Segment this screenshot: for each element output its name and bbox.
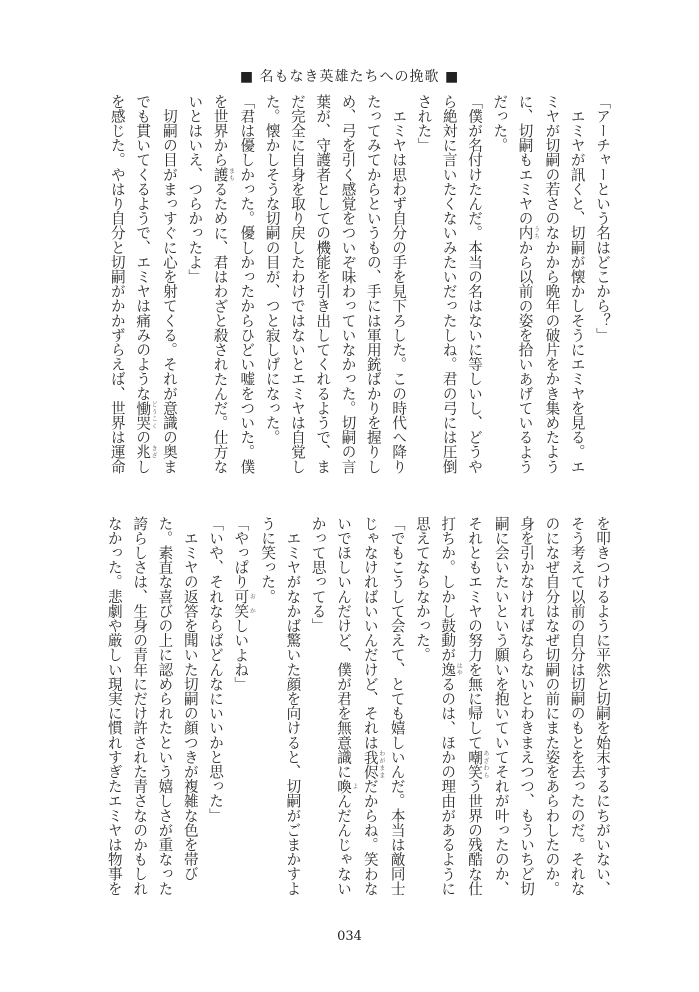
text-segment: のになぜ自分はなぜ切嗣の前にまた姿をあらわしたのか。 xyxy=(543,516,561,896)
text-segment: んだんじゃない xyxy=(335,793,353,896)
ruby-text: 兆 きざ xyxy=(134,444,158,460)
text-segment: でも貫いてくるようで、エミヤは痛みのような xyxy=(134,94,152,401)
text-segment: を感じた。やはり自分と切嗣がかかずらえば、世界は運命 xyxy=(108,94,126,474)
text-segment: た。素直な喜びの上に認められたという嬉しさが重なった xyxy=(156,516,174,896)
ruby-annotation: あざわら xyxy=(482,749,490,779)
ruby-text: 逸 はや xyxy=(439,662,463,677)
text-segment: たってみてからというもの、手には軍用銃ばかりを握りし xyxy=(364,94,382,474)
text-segment: いでほしいんだけど、僕が君を無意識に xyxy=(335,516,353,779)
ruby-text: 我侭 わがまま xyxy=(361,749,385,779)
text-segment: た。懐かしそうな切嗣の目が、つと寂しげになった。 xyxy=(263,94,281,445)
text-line xyxy=(564,94,589,490)
text-segment: 「君は優しかった。優しかったからひどい嘘をついた。僕 xyxy=(238,94,256,474)
text-segment: だった。 xyxy=(491,94,509,153)
text-segment: し xyxy=(134,459,152,474)
text-segment: るために、君はわざと殺されたんだ。仕方な xyxy=(211,181,229,474)
text-segment: エミヤがなかば驚いた顔を向けると、切嗣がごまかすよ xyxy=(284,516,302,896)
text-segment: 「でもこうして会えて、とても嬉しいんだ。本当は敵同士 xyxy=(388,516,406,896)
text-line xyxy=(358,516,385,912)
text-segment: 打ちか。しかし鼓動が xyxy=(439,516,457,662)
ruby-text: 可笑 おか xyxy=(232,589,256,619)
text-line xyxy=(411,94,436,490)
ruby-annotation: まも xyxy=(227,167,235,182)
ruby-annotation: うち xyxy=(532,225,540,240)
text-segment: そう考えて以前の自分は切嗣のもとを去ったのだ。それな xyxy=(568,516,586,896)
text-line xyxy=(157,94,182,490)
text-line xyxy=(487,94,512,490)
text-line xyxy=(539,94,564,490)
ruby-text: 慟哭 どうこく xyxy=(134,400,158,430)
text-line xyxy=(207,94,234,490)
text-segment: じゃなければいいんだけど、それは xyxy=(361,516,379,750)
text-line xyxy=(228,516,255,912)
text-segment: 誇らしさは、生身の青年にだけ許された青さなのかもしれ xyxy=(131,516,149,896)
text-segment: 思えてならなかった。 xyxy=(413,516,431,662)
text-line xyxy=(436,94,461,490)
text-line xyxy=(410,516,435,912)
text-segment: かって思ってる」 xyxy=(309,516,327,633)
text-line xyxy=(255,516,280,912)
ruby-annotation: どうこく xyxy=(150,400,158,430)
text-line xyxy=(130,94,157,490)
text-segment: エミヤは思わず自分の手を見下ろした。この時代へ降り xyxy=(390,94,408,474)
text-line xyxy=(310,94,335,490)
ruby-text: 護 まも xyxy=(211,167,235,182)
text-line xyxy=(512,94,539,490)
text-line xyxy=(182,94,207,490)
lower-text-block xyxy=(105,516,615,912)
text-segment: 葉が、守護者としての機能を引き出してくれるようで、ま xyxy=(314,94,332,474)
ruby-text: 喚 よ xyxy=(335,778,359,794)
text-segment: それともエミヤの努力を無に帰して xyxy=(466,516,484,750)
text-segment: ミヤが切嗣の若さのなかから晩年の破片をかき集めたよう xyxy=(543,94,561,474)
text-line xyxy=(285,94,310,490)
text-segment: ら絶対に言いたくないみたいだったしね。君の弓には圧倒 xyxy=(440,94,458,474)
text-segment: なかった。悲劇や厳しい現実に慣れすぎたエミヤは物事を xyxy=(105,516,123,896)
ruby-annotation: はや xyxy=(455,662,463,677)
text-segment: された」 xyxy=(415,94,433,153)
text-segment: いとはいえ、つらかったよ」 xyxy=(186,94,204,284)
ruby-annotation: きざ xyxy=(150,444,158,460)
page-number: 034 xyxy=(337,929,362,944)
text-segment: だからね。笑わな xyxy=(361,778,379,896)
running-header: ■ 名もなき英雄たちへの挽歌 ■ xyxy=(239,69,460,85)
text-segment: 「アーチャーという名はどこから？」 xyxy=(594,94,611,343)
text-line xyxy=(514,516,539,912)
text-line xyxy=(280,516,305,912)
text-line xyxy=(152,516,177,912)
text-segment: 身を引かなければならないとわきまえつつ、もういちど切 xyxy=(518,516,536,896)
text-segment: の xyxy=(134,429,152,445)
text-line xyxy=(386,94,411,490)
text-segment: うに笑った。 xyxy=(259,516,277,604)
text-line xyxy=(203,516,228,912)
text-segment: に、切嗣もエミヤの xyxy=(516,94,534,226)
ruby-annotation: おか xyxy=(248,589,256,619)
text-line xyxy=(590,94,615,490)
text-segment: 「僕が名付けたんだ。本当の名はないに等しいし、どうや xyxy=(466,94,484,474)
text-line xyxy=(564,516,589,912)
text-segment: 嗣に会いたいという願いを抱いていてそれが叶ったのか、 xyxy=(492,516,510,896)
text-segment: から以前の姿を拾いあげているよう xyxy=(516,240,534,474)
text-segment: 「やっぱり xyxy=(232,516,250,589)
ruby-annotation: よ xyxy=(351,778,359,794)
text-line xyxy=(384,516,409,912)
text-line xyxy=(361,94,386,490)
text-segment: だ完全に自身を取り戻したわけではないとエミヤは自覚し xyxy=(288,94,306,474)
text-line xyxy=(177,516,202,912)
text-segment: るのは、ほかの理由があるように xyxy=(439,676,457,896)
text-line xyxy=(331,516,358,912)
text-segment: しいよね」 xyxy=(232,618,250,692)
text-line xyxy=(335,94,360,490)
text-line xyxy=(462,94,487,490)
text-line xyxy=(462,516,489,912)
text-line xyxy=(234,94,259,490)
ruby-text: 内 うち xyxy=(516,225,540,241)
text-line xyxy=(105,516,127,912)
text-line xyxy=(539,516,564,912)
text-line xyxy=(489,516,514,912)
ruby-annotation: わがまま xyxy=(377,749,385,779)
text-line xyxy=(105,94,130,490)
text-line xyxy=(259,94,284,490)
text-segment: エミヤの返答を聞いた切嗣の顔つきが複雑な色を帯び xyxy=(181,516,199,881)
text-line xyxy=(127,516,152,912)
text-segment: を叩きつけるように平然と切嗣を始末するにちがいない、 xyxy=(594,516,611,896)
text-line xyxy=(435,516,462,912)
ruby-text: 嘲笑 あざわら xyxy=(466,749,490,779)
text-segment: め、弓を引く感覚をついぞ味わっていなかった。切嗣の言 xyxy=(339,94,357,474)
text-segment: 「いや、それならばどんなにいいかと思った」 xyxy=(207,516,225,823)
text-line xyxy=(305,516,330,912)
upper-text-block xyxy=(105,94,615,490)
text-line xyxy=(590,516,615,912)
text-segment: エミヤが訊くと、切嗣が懐かしそうにエミヤを見る。エ xyxy=(568,94,586,474)
text-segment: う世界の残酷な仕 xyxy=(466,778,484,896)
text-segment: 切嗣の目がまっすぐに心を射てくる。それが意識の奥ま xyxy=(160,94,178,474)
text-segment: を世界から xyxy=(211,94,229,167)
